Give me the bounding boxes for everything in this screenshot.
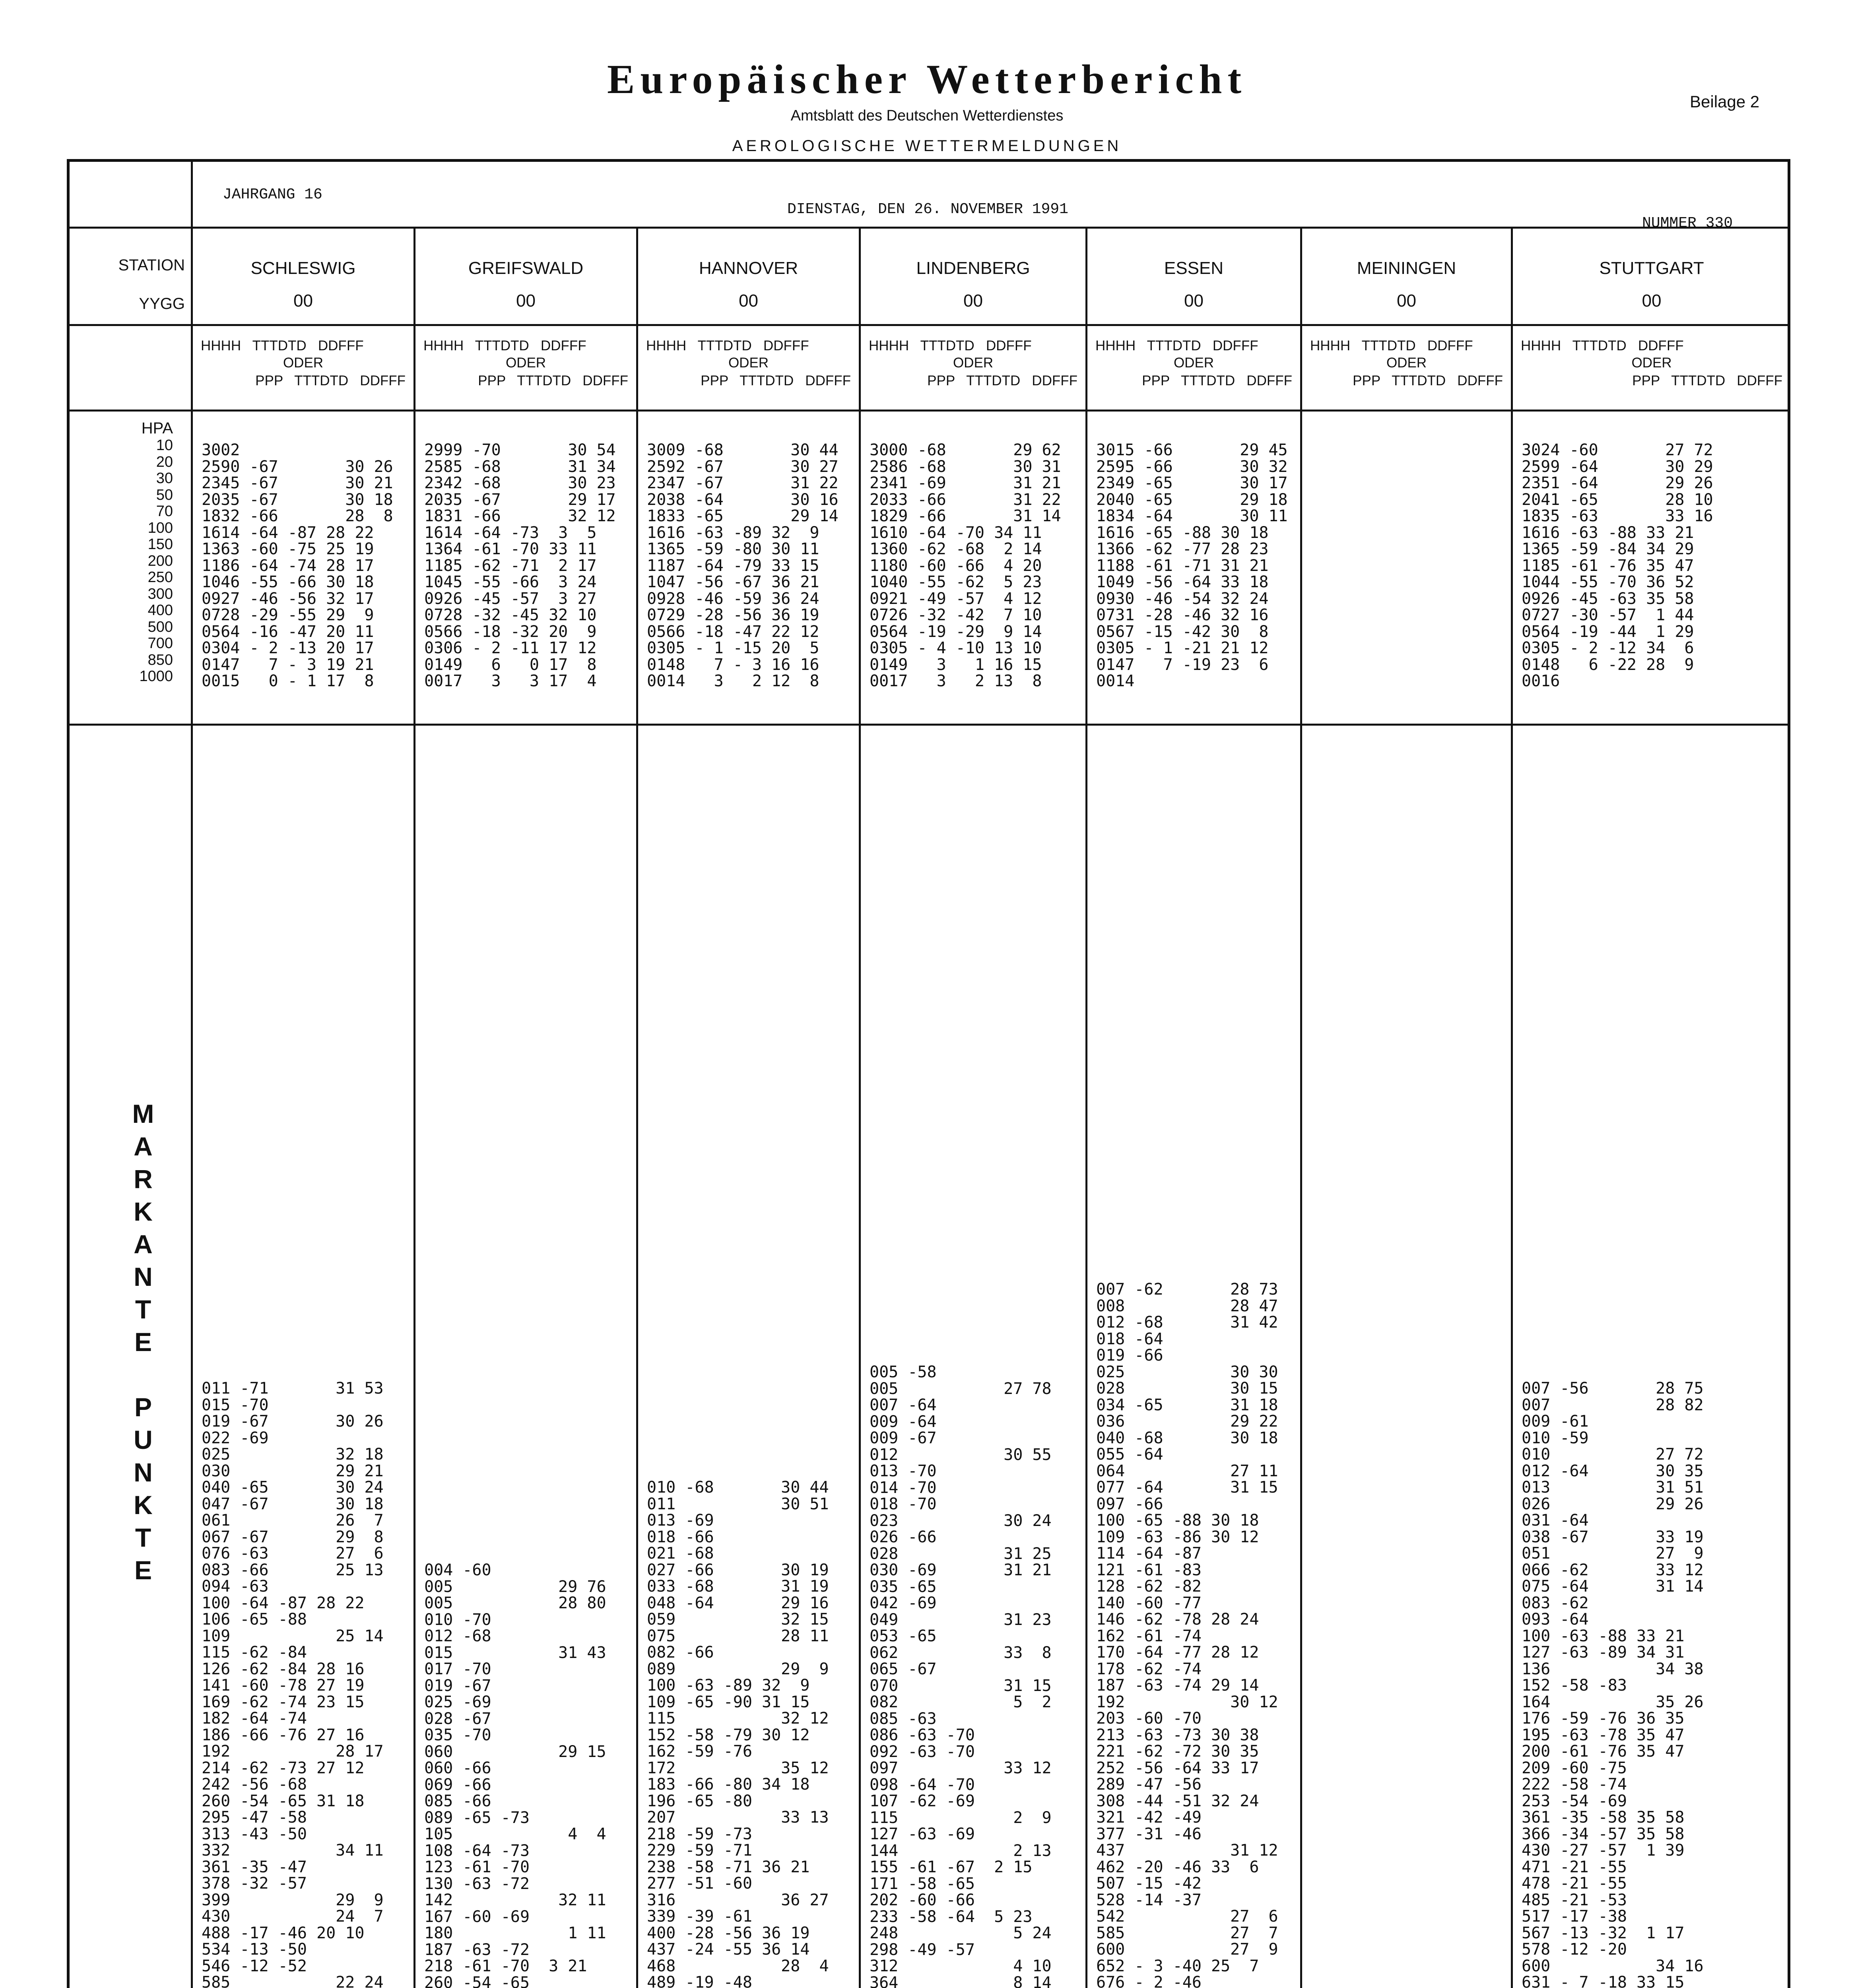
station-label: STATION (118, 256, 185, 274)
field-header-oder: ODER (1386, 355, 1427, 371)
col-rule-1 (414, 227, 415, 1988)
field-header-oder: ODER (1173, 355, 1214, 371)
standard-levels-data: 3000 -68 29 62 2586 -68 30 31 2341 -69 31 21 2033 -66 31 22 1829 -66 31 14 1610 -64 -70 34 11 1360 -62 -68 2 14 1180 -60 -66 4 20 1040 -55 -62 5 23 0921 -49 -57 4 12 0726 -32 -42 7 10 0564 -19 -29 9 14 0305 - 4 -10 13 10 0149 3 1 16 15 0017 3 2 13 8 (870, 441, 1061, 690)
standard-levels-data: 3009 -68 30 44 2592 -67 30 27 2347 -67 31 22 2038 -64 30 16 1833 -65 29 14 1616 -63 -89 32 9 1365 -59 -80 30 11 1187 -64 -79 33 15 1047 -56 -67 36 21 0928 -46 -59 36 24 0729 -28 -56 36 19 0566 -18 -47 22 12 0305 - 1 -15 20 5 0148 7 - 3 16 16 0014 3 2 12 8 (647, 441, 839, 690)
field-header-row3: PPP TTTDTD DDFFF (255, 373, 406, 388)
station-time: 00 (1397, 291, 1416, 311)
standard-levels-data: 3024 -60 27 72 2599 -64 30 29 2351 -64 29 26 2041 -65 28 10 1835 -63 33 16 1616 -63 -88 33 21 1365 -59 -84 34 29 1185 -61 -76 35 47 1044 -55 -70 36 52 0926 -45 -63 35 58 0727 -30 -57 1 44 0564 -19 -44 1 29 0305 - 2 -12 34 6 0148 6 -22 28 9 0016 (1522, 441, 1713, 690)
col-rule-2 (636, 227, 638, 1988)
issue-date: DIENSTAG, DEN 26. NOVEMBER 1991 (787, 201, 1068, 218)
jahrgang: JAHRGANG 16 (223, 186, 322, 203)
rule-standard-bottom (67, 724, 1790, 726)
markante-punkte-data: 007 -62 28 73 008 28 47 012 -68 31 42 018 -64 019 -66 025 30 30 028 30 15 034 -65 31 18 036 29 22 040 -68 30 18 055 -64 064 27 11 077 -64 31 15 097 -66 100 -65 -88 30 18 109 -63 -86 30 12 114 -64 -87 121 -61 -83 128 -62 -82 140 -60 -77 146 -62 -78 28 24 162 -61 -74 170 -64 -77 28 12 178 -62 -74 187 -63 -74 29 14 192 30 12 203 -60 -70 213 -63 -73 30 38 221 -62 -72 30 35 252 -56 -64 33 17 289 -47 -56 308 -44 -51 32 24 321 -42 -49 377 -31 -46 437 31 12 462 -20 -46 33 6 507 -15 -42 528 -14 -37 542 27 6 585 27 7 600 27 9 652 - 3 -40 25 7 676 - 2 -46 (1096, 1280, 1278, 1988)
field-header-row3: PPP TTTDTD DDFFF (478, 373, 628, 388)
station-name: MEININGEN (1357, 258, 1456, 278)
station-name: HANNOVER (699, 258, 798, 278)
field-header-oder: ODER (728, 355, 769, 371)
field-header-row1: HHHH TTTDTD DDFFF (869, 338, 1032, 353)
station-time: 00 (739, 291, 758, 311)
field-header-row1: HHHH TTTDTD DDFFF (646, 338, 809, 353)
field-header-row1: HHHH TTTDTD DDFFF (1521, 338, 1684, 353)
subtitle: Amtsblatt des Deutschen Wetterdienstes (790, 107, 1064, 124)
section-title: AEROLOGISCHE WETTERMELDUNGEN (732, 137, 1122, 155)
rule-date-bottom (67, 227, 1790, 229)
field-header-row3: PPP TTTDTD DDFFF (927, 373, 1077, 388)
field-header-row1: HHHH TTTDTD DDFFF (201, 338, 364, 353)
markante-punkte-data: 005 -58 005 27 78 007 -64 009 -64 009 -67 012 30 55 013 -70 014 -70 018 -70 023 30 24 026 -66 028 31 25 030 -69 31 21 035 -65 042 -69 049 31 23 053 -65 062 33 8 065 -67 070 31 15 082 5 2 085 -63 086 -63 -70 092 -63 -70 097 33 12 098 -64 -70 107 -62 -69 115 2 9 127 -63 -69 144 2 13 155 -61 -67 2 15 171 -58 -65 202 -60 -66 233 -58 -64 5 23 248 5 24 298 -49 -57 312 4 10 364 8 14 (870, 1363, 1052, 1988)
pressure-levels: 10 20 30 50 70 100 150 200 250 300 400 500 700 850 1000 (139, 437, 173, 685)
field-header-row1: HHHH TTTDTD DDFFF (1095, 338, 1258, 353)
issue-number: NUMMER 330 (1642, 215, 1733, 232)
station-name: LINDENBERG (916, 258, 1030, 278)
station-name: SCHLESWIG (250, 258, 356, 278)
field-header-row1: HHHH TTTDTD DDFFF (1310, 338, 1473, 353)
yygg-label: YYGG (139, 295, 185, 313)
markante-punkte-data: 011 -71 31 53 015 -70 019 -67 30 26 022 -69 025 32 18 030 29 21 040 -65 30 24 047 -67 30 18 061 26 7 067 -67 29 8 076 -63 27 6 083 -66 25 13 094 -63 100 -64 -87 28 22 106 -65 -88 109 25 14 115 -62 -84 126 -62 -84 28 16 141 -60 -78 27 19 169 -62 -74 23 15 182 -64 -74 186 -66 -76 27 16 192 28 17 214 -62 -73 27 12 242 -56 -68 260 -54 -65 31 18 295 -47 -58 313 -43 -50 332 34 11 361 -35 -47 378 -32 -57 399 29 9 430 24 7 488 -17 -46 20 10 534 -13 -50 546 -12 -52 585 22 24 (202, 1379, 384, 1988)
markante-punkte-label: M A R K A N T E P U N K T E (132, 1099, 154, 1585)
page-title: Europäischer Wetterbericht (607, 56, 1247, 102)
station-time: 00 (1642, 291, 1662, 311)
station-time: 00 (1184, 291, 1204, 311)
col-rule-4 (1085, 227, 1087, 1988)
col-rule-3 (859, 227, 861, 1988)
rule-fields-bottom (67, 410, 1790, 412)
field-header-row1: HHHH TTTDTD DDFFF (423, 338, 586, 353)
markante-punkte-data: 007 -56 28 75 007 28 82 009 -61 010 -59 010 27 72 012 -64 30 35 013 31 51 026 29 26 031 -64 038 -67 33 19 051 27 9 066 -62 33 12 075 -64 31 14 083 -62 093 -64 100 -63 -88 33 21 127 -63 -89 34 31 136 34 38 152 -58 -83 164 35 26 176 -59 -76 36 35 195 -63 -78 35 47 200 -61 -76 35 47 209 -60 -75 222 -58 -74 253 -54 -69 361 -35 -58 35 58 366 -34 -57 35 58 430 -27 -57 1 39 471 -21 -55 478 -21 -55 485 -21 -53 517 -17 -38 567 -13 -32 1 17 578 -12 -20 600 34 16 631 - 7 -18 33 15 (1522, 1379, 1704, 1988)
markante-punkte-data: 004 -60 005 29 76 005 28 80 010 -70 012 -68 015 31 43 017 -70 019 -67 025 -69 028 -67 035 -70 060 29 15 060 -66 069 -66 085 -66 089 -65 -73 105 4 4 108 -64 -73 123 -61 -70 130 -63 -72 142 32 11 167 -60 -69 180 1 11 187 -63 -72 218 -61 -70 3 21 260 -54 -65 (424, 1561, 606, 1988)
field-header-row3: PPP TTTDTD DDFFF (1142, 373, 1292, 388)
beilage-label: Beilage 2 (1690, 92, 1760, 111)
field-header-oder: ODER (953, 355, 994, 371)
hpa-label: HPA (141, 419, 173, 437)
rule-station-bottom (67, 324, 1790, 326)
standard-levels-data: 3002 2590 -67 30 26 2345 -67 30 21 2035 -67 30 18 1832 -66 28 8 1614 -64 -87 28 22 1363 -60 -75 25 19 1186 -64 -74 28 17 1046 -55 -66 30 18 0927 -46 -56 32 17 0728 -29 -55 29 9 0564 -16 -47 20 11 0304 - 2 -13 20 17 0147 7 - 3 19 21 0015 0 - 1 17 8 (202, 441, 393, 690)
field-header-oder: ODER (505, 355, 546, 371)
field-header-row3: PPP TTTDTD DDFFF (701, 373, 851, 388)
station-time: 00 (516, 291, 536, 311)
station-time: 00 (963, 291, 983, 311)
markante-punkte-data: 010 -68 30 44 011 30 51 013 -69 018 -66 021 -68 027 -66 30 19 033 -68 31 19 048 -64 29 16 059 32 15 075 28 11 082 -66 089 29 9 100 -63 -89 32 9 109 -65 -90 31 15 115 32 12 152 -58 -79 30 12 162 -59 -76 172 35 12 183 -66 -80 34 18 196 -65 -80 207 33 13 218 -59 -73 229 -59 -71 238 -58 -71 36 21 277 -51 -60 316 36 27 339 -39 -61 400 -28 -56 36 19 437 -24 -55 36 14 468 28 4 489 -19 -48 (647, 1478, 829, 1988)
col-rule-6 (1511, 227, 1513, 1988)
station-time: 00 (293, 291, 313, 311)
col-rule-0 (191, 159, 193, 1988)
field-header-oder: ODER (1631, 355, 1672, 371)
field-header-row3: PPP TTTDTD DDFFF (1632, 373, 1782, 388)
station-name: STUTTGART (1599, 258, 1704, 278)
field-header-oder: ODER (283, 355, 324, 371)
station-name: ESSEN (1164, 258, 1224, 278)
field-header-row3: PPP TTTDTD DDFFF (1353, 373, 1503, 388)
col-rule-5 (1300, 227, 1302, 1988)
standard-levels-data: 3015 -66 29 45 2595 -66 30 32 2349 -65 30 17 2040 -65 29 18 1834 -64 30 11 1616 -65 -88 30 18 1366 -62 -77 28 23 1188 -61 -71 31 21 1049 -56 -64 33 18 0930 -46 -54 32 24 0731 -28 -46 32 16 0567 -15 -42 30 8 0305 - 1 -21 21 12 0147 7 -19 23 6 0014 (1096, 441, 1288, 690)
station-name: GREIFSWALD (468, 258, 584, 278)
standard-levels-data: 2999 -70 30 54 2585 -68 31 34 2342 -68 30 23 2035 -67 29 17 1831 -66 32 12 1614 -64 -73 3 5 1364 -61 -70 33 11 1185 -62 -71 2 17 1045 -55 -66 3 24 0926 -45 -57 3 27 0728 -32 -45 32 10 0566 -18 -32 20 9 0306 - 2 -11 17 12 0149 6 0 17 8 0017 3 3 17 4 (424, 441, 616, 690)
